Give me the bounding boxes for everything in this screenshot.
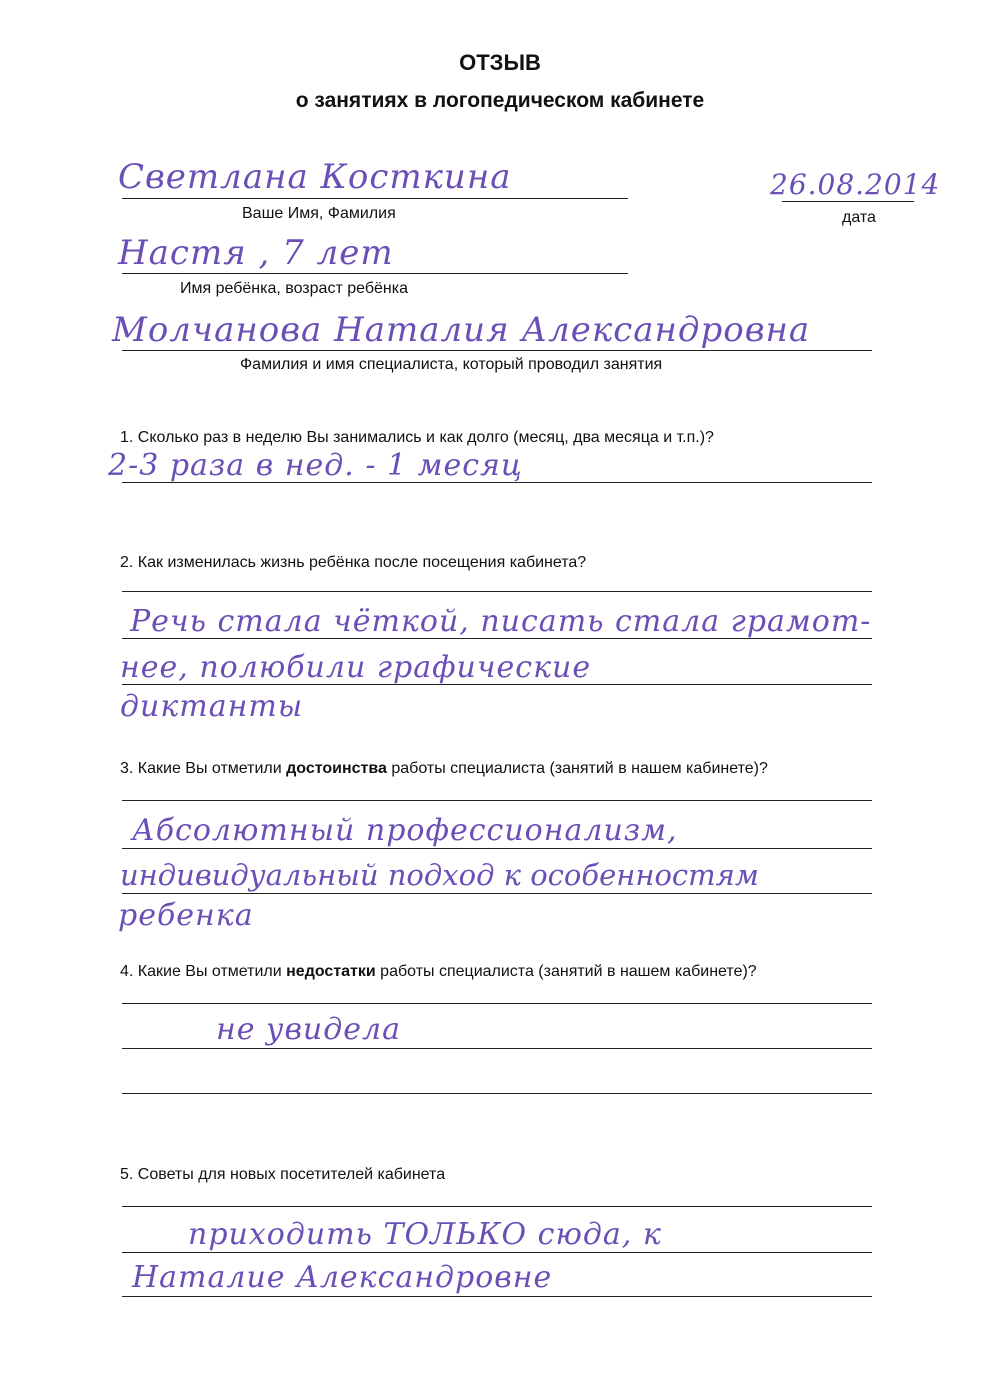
answer-2-line-2[interactable]: нее, полюбили графические (120, 650, 592, 685)
specialist-field-line (122, 350, 872, 351)
question-1: 1. Сколько раз в неделю Вы занимались и как долго (месяц, два месяца и т.п.)? (120, 429, 714, 446)
answer-1-line-1[interactable]: 2-3 раза в нед. - 1 месяц (108, 448, 523, 483)
answer-1-rule-1 (122, 482, 872, 483)
answer-3-rule-3 (122, 893, 872, 894)
answer-3-line-1[interactable]: Абсолютный профессионализм, (132, 813, 678, 848)
form-title: ОТЗЫВ (459, 50, 541, 75)
answer-4-rule-1 (122, 1003, 872, 1004)
form-subtitle: о занятиях в логопедическом кабинете (295, 89, 705, 112)
answer-4-rule-2 (122, 1048, 872, 1049)
answer-2-rule-1 (122, 591, 872, 592)
question-3-bold: достоинства (286, 760, 387, 777)
answer-2-line-1[interactable]: Речь стала чёткой, писать стала грамот- (130, 604, 872, 639)
answer-5-line-2[interactable]: Наталие Александровне (132, 1260, 553, 1295)
answer-5-rule-2 (122, 1252, 872, 1253)
answer-2-rule-3 (122, 684, 872, 685)
answer-3-line-2[interactable]: индивидуальный подход к особенностям (120, 858, 759, 892)
question-4-bold: недостатки (286, 963, 376, 980)
answer-3-line-3[interactable]: ребенка (118, 898, 254, 933)
specialist-field-value[interactable]: Молчанова Наталия Александровна (112, 310, 811, 350)
question-3 (120, 759, 768, 779)
answer-2-rule-2 (122, 638, 872, 639)
answer-3-rule-1 (122, 800, 872, 801)
answer-5-line-1[interactable]: приходить ТОЛЬКО сюда, к (188, 1217, 662, 1252)
question-4-text: 4. Какие Вы отметили (120, 963, 287, 980)
child-field-label: Имя ребёнка, возраст ребёнка (180, 280, 408, 297)
question-2: 2. Как изменилась жизнь ребёнка после посещения кабинета? (120, 554, 587, 571)
date-field-line (782, 201, 914, 202)
question-4 (120, 962, 757, 982)
child-field-line (122, 273, 628, 274)
name-field-label: Ваше Имя, Фамилия (242, 205, 396, 222)
answer-5-rule-3 (122, 1296, 872, 1297)
question-3-text-end: работы специалиста (занятий в нашем кабинете)? (386, 760, 768, 777)
name-field-line (122, 198, 628, 199)
child-field-value[interactable]: Настя , 7 лет (118, 233, 394, 273)
specialist-field-label: Фамилия и имя специалиста, который проводил занятия (240, 356, 663, 373)
answer-2-line-3[interactable]: диктанты (120, 689, 304, 724)
answer-3-rule-2 (122, 848, 872, 849)
name-field-value[interactable]: Светлана Косткина (118, 157, 512, 197)
question-4-text-end: работы специалиста (занятий в нашем кабинете)? (375, 963, 757, 980)
question-3-text: 3. Какие Вы отметили (120, 760, 287, 777)
answer-4-line-1[interactable]: не увидела (216, 1012, 401, 1047)
answer-4-rule-3 (122, 1093, 872, 1094)
question-5: 5. Советы для новых посетителей кабинета (120, 1166, 446, 1183)
date-field-value[interactable]: 26.08.2014 (770, 168, 941, 201)
answer-5-rule-1 (122, 1206, 872, 1207)
date-field-label: дата (842, 209, 876, 226)
